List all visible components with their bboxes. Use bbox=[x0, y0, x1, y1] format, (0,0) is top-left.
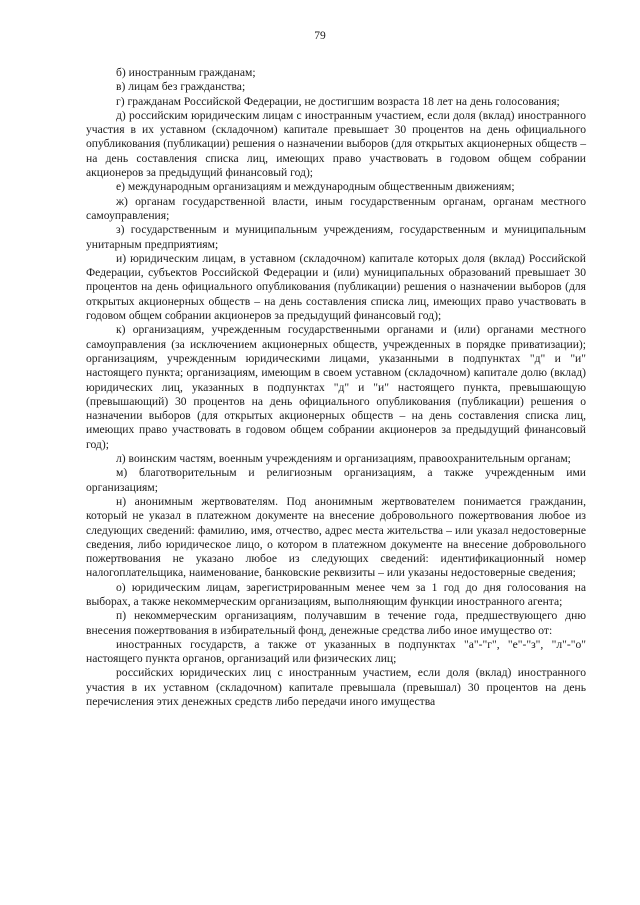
paragraph-g: г) гражданам Российской Федерации, не достигшим возраста 18 лет на день голосования; bbox=[116, 94, 560, 108]
paragraph-k: к) организациям, учрежденным государственными органами и (или) органами местного самоуправления (за исключением акционерных обществ, учрежденных в порядке приватизации); организациям, учрежденным юридическими лицами, указанными в подпунктах "д" и "и" настоящего пункта; организациям, имеющим в своем уставном (складочном) капитале долю (вклад) юридических лиц, указанных в подпунктах "д" и "и" настоящего пункта, превышающую (превышающий) 30 процентов на день официального опубликования (публикации) решения о назначении выборов (для открытых акционерных обществ – на день составления списка лиц, имеющих право участвовать в годовом общем собрании акционеров за предыдущий финансовый год); bbox=[86, 323, 586, 451]
paragraph-l: л) воинским частям, военным учреждениям и организациям, правоохранительным органам; bbox=[116, 452, 571, 466]
paragraph-m: м) благотворительным и религиозным организациям, а также учрежденным ими организациям; bbox=[86, 466, 586, 494]
paragraph-p: п) некоммерческим организациям, получавшим в течение года, предшествующего дню внесения пожертвования в избирательный фонд, денежные средства либо иное имущество от: bbox=[86, 609, 586, 637]
paragraph-p-foreign-states: иностранных государств, а также от указанных в подпунктах "а"-"г", "е"-"з", "л"-"о" настоящего пункта органов, организаций или физических лиц; bbox=[86, 637, 586, 666]
document-body bbox=[86, 66, 586, 709]
paragraph-b: б) иностранным гражданам; bbox=[116, 66, 256, 79]
paragraph-v: в) лицам без гражданства; bbox=[116, 80, 246, 94]
paragraph-d: д) российским юридическим лицам с иностранным участием, если доля (вклад) иностранного участия в их уставном (складочном) капитале превышает 30 процентов на день официального опубликования (публикации) решения о назначении выборов (для открытых акционерных обществ – на день составления списка лиц, имеющих право участвовать в годовом общем собрании акционеров за предыдущий финансовый год); bbox=[86, 108, 586, 180]
paragraph-z: з) государственным и муниципальным учреждениям, государственным и муниципальным унитарным предприятиям; bbox=[86, 223, 586, 251]
paragraph-p-russian-entities: российских юридических лиц с иностранным участием, если доля (вклад) иностранного участия в их уставном (складочном) капитале превышала (превышал) 30 процентов на день перечисления этих денежных средств либо передачи иного имущества bbox=[86, 666, 586, 709]
paragraph-zh: ж) органам государственной власти, иным государственным органам, органам местного самоуправления; bbox=[86, 194, 586, 222]
paragraph-o: о) юридическим лицам, зарегистрированным менее чем за 1 год до дня голосования на выборах, а также некоммерческим организациям, выполняющим функции иностранного агента; bbox=[86, 580, 586, 608]
page-number: 79 bbox=[314, 30, 326, 42]
paragraph-e: е) международным организациям и международным общественным движениям; bbox=[116, 180, 515, 194]
paragraph-i: и) юридическим лицам, в уставном (складочном) капитале которых доля (вклад) Российской Федерации, субъектов Российской Федерации и (или) муниципальных образований превышает 30 процентов на день официального опубликования (публикации) решения о назначении выборов (для открытых акционерных обществ – на день составления списка лиц, имеющих право участвовать в годовом общем собрании акционеров за предыдущий финансовый год); bbox=[86, 251, 586, 323]
paragraph-n: н) анонимным жертвователям. Под анонимным жертвователем понимается гражданин, который не указал в платежном документе на внесение добровольного пожертвования любое из следующих сведений: фамилию, имя, отчество, адрес места жительства – или указал недостоверные сведения, либо юридическое лицо, о котором в платежном документе на внесение добровольного пожертвования не указано любое из следующих сведений: идентификационный номер налогоплательщика, наименование, банковские реквизиты – или указаны недостоверные сведения; bbox=[86, 494, 586, 580]
